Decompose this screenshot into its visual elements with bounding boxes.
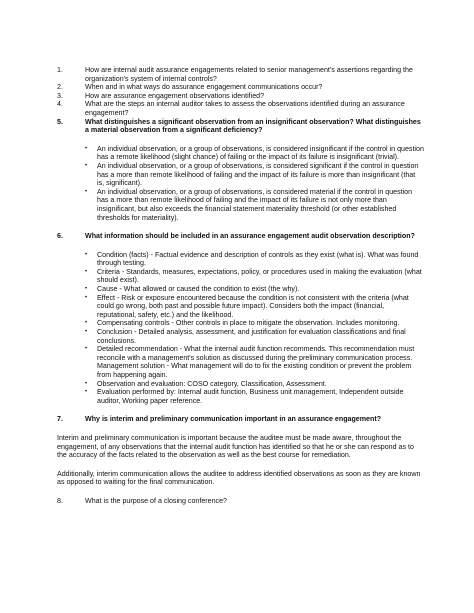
bullet-icon: • — [85, 286, 88, 293]
question-text: What are the steps an internal auditor takes to assess the observations identified during an assurance engagement? — [85, 100, 405, 117]
question-number: 3. — [57, 91, 63, 100]
answer-paragraph: Interim and preliminary communication is important because the auditee must be made aware, throughout the engagement, of any observations that the internal audit function has identified so that he or she can respond as to the accuracy of the facts related to the observation as well as the best course for remediation. — [57, 433, 414, 460]
list-item: • Criteria - Standards, measures, expectations, policy, or procedures used in making the evaluation (what should exist). — [85, 267, 422, 285]
question-3 — [57, 92, 424, 101]
question-text: How are assurance engagement observations identified? — [85, 91, 265, 100]
question-5 — [57, 118, 424, 135]
list-item: • An individual observation, or a group of observations, is considered insignificant if the control in question has a remote likelihood (slight chance) of failing or the impact of its failure is insignificant (trivial). — [85, 144, 424, 162]
bullet-icon: • — [85, 320, 88, 327]
list-item: • Condition (facts) - Factual evidence and description of controls as they exist (what is). What was found through testing. — [85, 250, 419, 268]
question-number: 4. — [57, 100, 63, 109]
question-text: When and in what ways do assurance engagement communications occur? — [85, 83, 323, 92]
question-text: What distinguishes a significant observation from an insignificant observation? What distinguishes a material observation from a significant deficiency? — [85, 117, 421, 135]
bullet-icon: • — [85, 329, 88, 336]
answer-list-6 — [57, 251, 424, 406]
list-item: • Detailed recommendation - What the internal audit function recommends. This recommendation must reconcile with a management's solution as discussed during the preliminary communication process. Management solution - What management will do to fix the existing condition or prevent the problem from happening again. — [85, 345, 415, 379]
list-item: • An individual observation, or a group of observations, is considered significant if the control in question has a more than remote likelihood of failing and the impact of its failure is more than insignificant (that is, significant). — [85, 161, 419, 188]
question-1 — [57, 66, 424, 83]
question-number: 2. — [57, 83, 63, 92]
bullet-icon: • — [85, 294, 88, 301]
list-item: • An individual observation, or a group of observations, is considered material if the control in question has a more than remote likelihood of failing and the impact of its failure is not only more than insignificant, but also exceeds the financial statement materiality threshold (or other established thresholds for materiality). — [85, 187, 413, 222]
bullet-icon: • — [85, 389, 88, 396]
list-item: • Cause - What allowed or caused the condition to exist (the why). — [85, 285, 300, 294]
bullet-icon: • — [85, 162, 88, 169]
question-8 — [57, 497, 424, 506]
bullet-icon: • — [85, 251, 88, 258]
question-text: What is the purpose of a closing conference? — [85, 496, 227, 505]
question-number: 8. — [57, 496, 63, 505]
question-number: 1. — [57, 66, 63, 74]
list-item: • Evaluation performed by: Internal audit function, Business unit management, Independent outside auditor, Working paper reference. — [85, 388, 404, 405]
list-item: • Conclusion - Detailed analysis, assessment, and justification for evaluation classifications and final conclusions. — [85, 328, 406, 345]
question-text: Why is interim and preliminary communication important in an assurance engagement? — [85, 415, 382, 424]
list-item: • Observation and evaluation: COSO category, Classification, Assessment. — [85, 379, 327, 388]
question-number: 6. — [57, 232, 63, 241]
list-item: • Compensating controls - Other controls in place to mitigate the observation. Includes monitoring. — [85, 319, 400, 328]
question-2 — [57, 83, 424, 92]
bullet-icon: • — [85, 380, 88, 387]
bullet-icon: • — [85, 268, 88, 275]
bullet-icon: • — [85, 188, 88, 195]
question-4 — [57, 100, 424, 117]
question-text: How are internal audit assurance engagements related to senior management's assertions regarding the organization's system of internal controls? — [85, 66, 413, 83]
question-number: 5. — [57, 117, 63, 126]
question-6 — [57, 232, 424, 241]
answer-list-5 — [57, 145, 424, 222]
question-7 — [57, 415, 424, 424]
question-number: 7. — [57, 415, 63, 424]
answer-paragraph: Additionally, interim communication allows the auditee to address identified observations as soon as they are known as opposed to waiting for the final communication. — [57, 469, 421, 487]
bullet-icon: • — [85, 346, 88, 353]
list-item: • Effect - Risk or exposure encountered because the condition is not consistent with the criteria (what could go wrong, both past and possible future impact). Considers both the impact (financial, reputational, safety, etc.) and the likelihood. — [85, 293, 409, 319]
bullet-icon: • — [85, 145, 88, 152]
question-text: What information should be included in an assurance engagement audit observation description? — [85, 232, 415, 241]
